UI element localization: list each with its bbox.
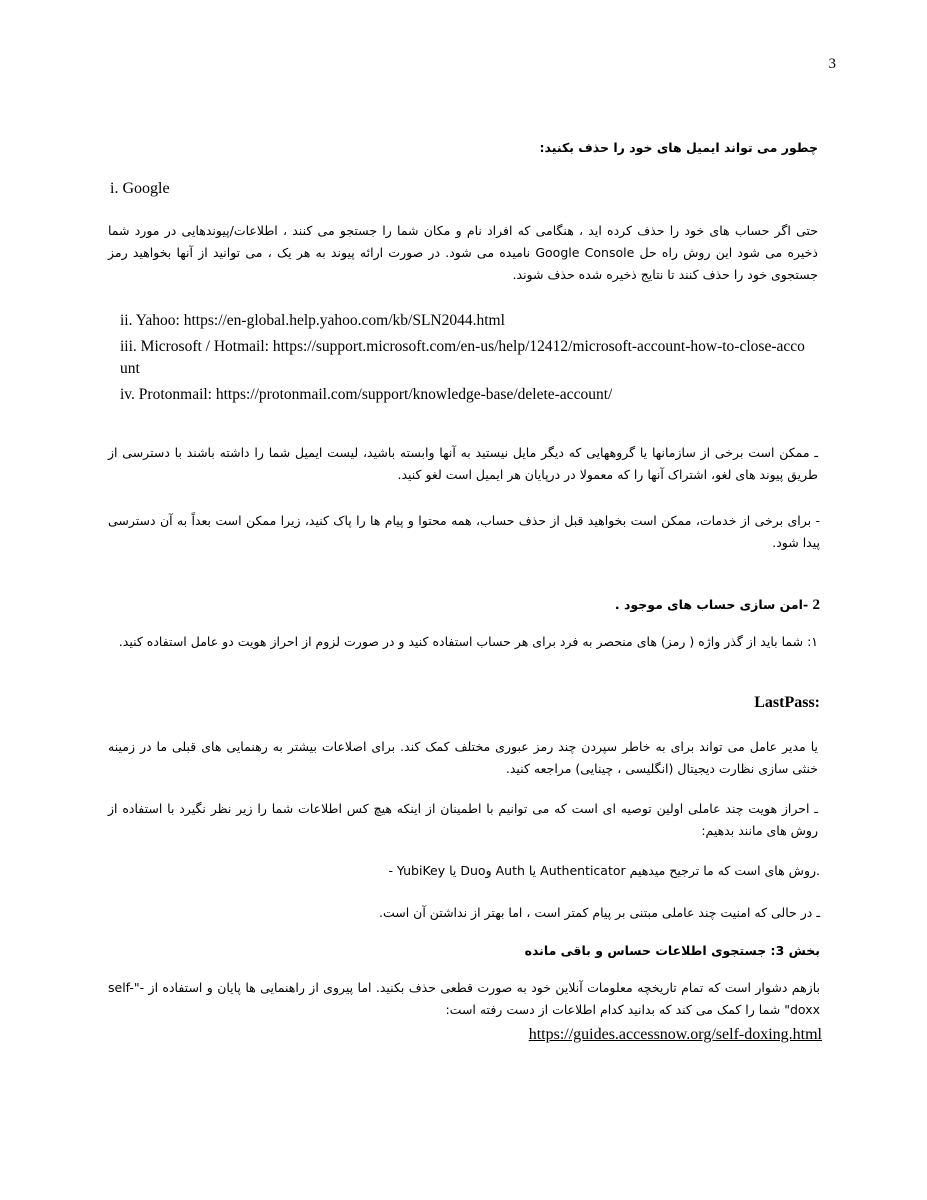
mfa-methods-line: - YubiKey یا Duoو Auth یا Authenticator روش های است که ما ترجیح میدهیم.	[388, 863, 820, 878]
protonmail-link-line[interactable]: iv. Protonmail: https://protonmail.com/support/knowledge-base/delete-account/	[120, 386, 613, 403]
microsoft-link-line[interactable]: iii. Microsoft / Hotmail: https://support.microsoft.com/en-us/help/12412/microsoft-account-how-to-close-account	[120, 338, 805, 377]
lastpass-label: LastPass:	[754, 694, 820, 711]
self-doxing-link[interactable]: https://guides.accessnow.org/self-doxing.html	[528, 1026, 822, 1043]
google-label: i. Google	[110, 180, 170, 197]
page-number: 3	[828, 56, 836, 72]
mfa-paragraph: ـ احراز هویت چند عاملی اولین توصیه ای است که می توانیم با اطمینان از اینکه هیچ کس اطلاعات شما را زیر نظر نگیرد با استفاده از روش های مانند بدهیم:	[108, 801, 818, 838]
lastpass-paragraph: یا مدیر عامل می تواند برای به خاطر سپردن چند رمز عبوری مختلف کمک کند. برای اصلاعات بیشتر به رهنمایی های قبلی ما در زمینه خنثی سازی نظارت دیجیتال (انگلیسی ، چینایی) مراجعه کنید.	[108, 739, 818, 776]
note-delete-content: - برای برخی از خدمات، ممکن است بخواهید قبل از حذف حساب، همه محتوا و پیام ها را پاک کنید، زیرا ممکن است بعداً به آن دسترسی پیدا شود.	[108, 513, 820, 550]
yahoo-link-line[interactable]: ii. Yahoo: https://en-global.help.yahoo.com/kb/SLN2044.html	[120, 312, 505, 329]
sms-mfa-line: ـ در حالی که امنیت چند عاملی مبتنی بر پیام کمتر است ، اما بهتر از نداشتن آن است.	[379, 905, 820, 920]
section3-heading: بخش 3: جستجوی اطلاعات حساس و باقی مانده	[524, 943, 820, 958]
note-unsubscribe: ـ ممکن است برخی از سازمانها یا گروههایی که دیگر مایل نیستید به آنها وابسته باشید، لیست ایمیل شما را داشته باشند با دسترسی از طریق پیوند های لغو، اشتراک آنها را که معمولا در درپایان هر ایمیل است لغو کنید.	[108, 445, 818, 482]
section2-heading-text: -امن سازی حساب های موجود .	[614, 597, 809, 612]
unique-password-paragraph: ۱: شما باید از گذر واژه ( رمز) های منحصر به فرد برای هر حساب استفاده کنید و در صورت لزوم از احراز هویت دو عامل استفاده کنید.	[118, 634, 818, 649]
section2-number: 2	[812, 597, 820, 613]
section2-heading	[400, 594, 820, 616]
google-paragraph: حتی اگر حساب های خود را حذف کرده اید ، هنگامی که افراد نام و مکان شما را جستجو می کنند ، اطلاعات/پیوندهایی در مورد شما ذخیره می شود این روش راه حل Google Console نامیده می شود. در صورت ارائه پیوند به هر یک ، می توانید از آنها بخواهید رمز جستجوی خود را حذف کنند تا نتایج ذخیره شده حذف شوند.	[108, 223, 818, 282]
section-heading: چطور می تواند ایمیل های خود را حذف بکنید:	[539, 140, 818, 155]
self-doxx-paragraph: بازهم دشوار است که تمام تاریخچه معلومات آنلاین خود به صورت قطعی حذف بکنید. اما پیروی از راهنمایی ها پایان و استفاده از -"self-doxx" شما را کمک می کند که بدانید کدام اطلاعات از دست رفته است:	[108, 980, 820, 1017]
